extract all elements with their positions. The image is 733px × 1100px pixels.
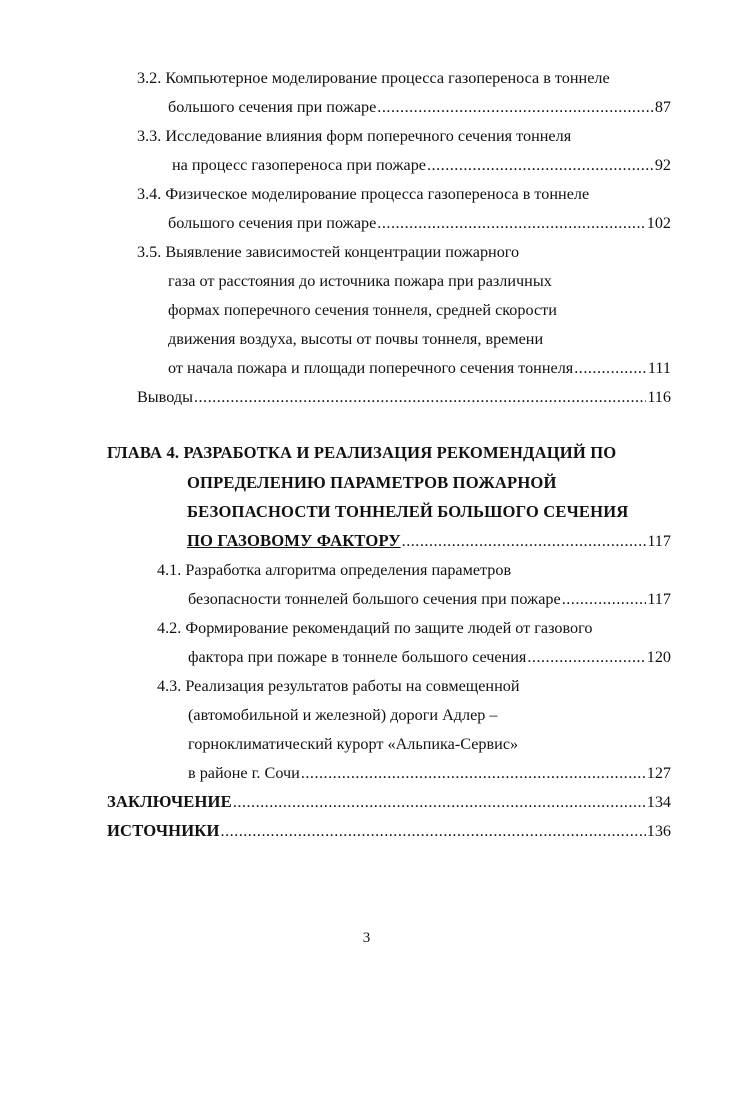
toc-4-1-text: безопасности тоннелей большого сечения при пожаре [188, 590, 561, 608]
toc-3-2-entry[interactable] [168, 97, 671, 117]
dot-leader [562, 589, 647, 609]
toc-3-5-line3: формах поперечного сечения тоннеля, средней скорости [168, 301, 557, 319]
toc-4-2-line1: 4.2. Формирование рекомендаций по защите людей от газового [157, 619, 593, 637]
toc-4-1-page: 117 [647, 590, 671, 608]
toc-4-3-line3: горноклиматический курорт «Альпика-Сервис» [188, 735, 519, 753]
toc-sources-page: 136 [646, 822, 671, 840]
toc-chapter-4-line3: БЕЗОПАСНОСТИ ТОННЕЛЕЙ БОЛЬШОГО СЕЧЕНИЯ [187, 502, 629, 521]
dot-leader [301, 763, 646, 783]
toc-3-5-line2: газа от расстояния до источника пожара при различных [168, 272, 552, 290]
toc-3-3-page: 92 [654, 156, 671, 174]
toc-4-3-page: 127 [646, 764, 671, 782]
toc-chapter-4-line2: ОПРЕДЕЛЕНИЮ ПАРАМЕТРОВ ПОЖАРНОЙ [187, 473, 557, 492]
toc-4-3-line2: (автомобильной и железной) дороги Адлер – [188, 706, 498, 724]
toc-chapter-4-entry[interactable] [187, 531, 671, 551]
toc-3-5-line1: 3.5. Выявление зависимостей концентрации пожарного [137, 243, 520, 261]
toc-4-1-entry[interactable] [188, 589, 671, 609]
toc-conclusions-page: 116 [647, 388, 671, 406]
dot-leader [402, 531, 647, 551]
dot-leader [233, 792, 646, 812]
toc-4-2-text: фактора при пожаре в тоннеле большого сечения [188, 648, 527, 666]
toc-3-4-page: 102 [646, 214, 671, 232]
dot-leader [574, 358, 647, 378]
dot-leader [427, 155, 654, 175]
toc-4-3-entry[interactable] [188, 763, 671, 783]
toc-3-5-page: 111 [647, 359, 671, 377]
toc-3-3-entry[interactable] [172, 155, 671, 175]
toc-conclusions-entry[interactable] [137, 387, 671, 407]
toc-sources-entry[interactable] [107, 821, 671, 841]
toc-3-4-line1: 3.4. Физическое моделирование процесса газопереноса в тоннеле [137, 185, 590, 203]
toc-final-page: 134 [646, 793, 671, 811]
dot-leader [221, 821, 646, 841]
toc-4-2-page: 120 [646, 648, 671, 666]
toc-4-3-line1: 4.3. Реализация результатов работы на совмещенной [157, 677, 520, 695]
dot-leader [377, 213, 645, 233]
toc-4-3-text: в районе г. Сочи [188, 764, 300, 782]
toc-conclusions-text: Выводы [137, 388, 193, 406]
toc-final-text: ЗАКЛЮЧЕНИЕ [107, 792, 232, 811]
toc-3-5-line4: движения воздуха, высоты от почвы тоннеля, времени [168, 330, 544, 348]
dot-leader [527, 647, 645, 667]
dot-leader [194, 387, 646, 407]
toc-4-1-line1: 4.1. Разработка алгоритма определения параметров [157, 561, 512, 579]
toc-sources-text: ИСТОЧНИКИ [107, 821, 220, 840]
toc-3-2-line1: 3.2. Компьютерное моделирование процесса газопереноса в тоннеле [137, 69, 610, 87]
toc-3-5-entry[interactable] [168, 358, 671, 378]
dot-leader [377, 97, 654, 117]
toc-chapter-4-page: 117 [647, 532, 671, 550]
toc-chapter-4-line1: ГЛАВА 4. РАЗРАБОТКА И РЕАЛИЗАЦИЯ РЕКОМЕНДАЦИЙ ПО [107, 443, 617, 462]
toc-final-entry[interactable] [107, 792, 671, 812]
toc-3-3-line1: 3.3. Исследование влияния форм поперечного сечения тоннеля [137, 127, 572, 145]
toc-3-4-entry[interactable] [168, 213, 671, 233]
page-number: 3 [362, 930, 371, 946]
toc-3-5-text: от начала пожара и площади поперечного сечения тоннеля [168, 359, 574, 377]
toc-3-2-page: 87 [654, 98, 671, 116]
toc-3-3-text: на процесс газопереноса при пожаре [172, 156, 426, 174]
toc-chapter-4-text: ПО ГАЗОВОМУ ФАКТОРУ [187, 531, 401, 550]
toc-3-4-text: большого сечения при пожаре [168, 214, 377, 232]
toc-3-2-text: большого сечения при пожаре [168, 98, 377, 116]
toc-4-2-entry[interactable] [188, 647, 671, 667]
